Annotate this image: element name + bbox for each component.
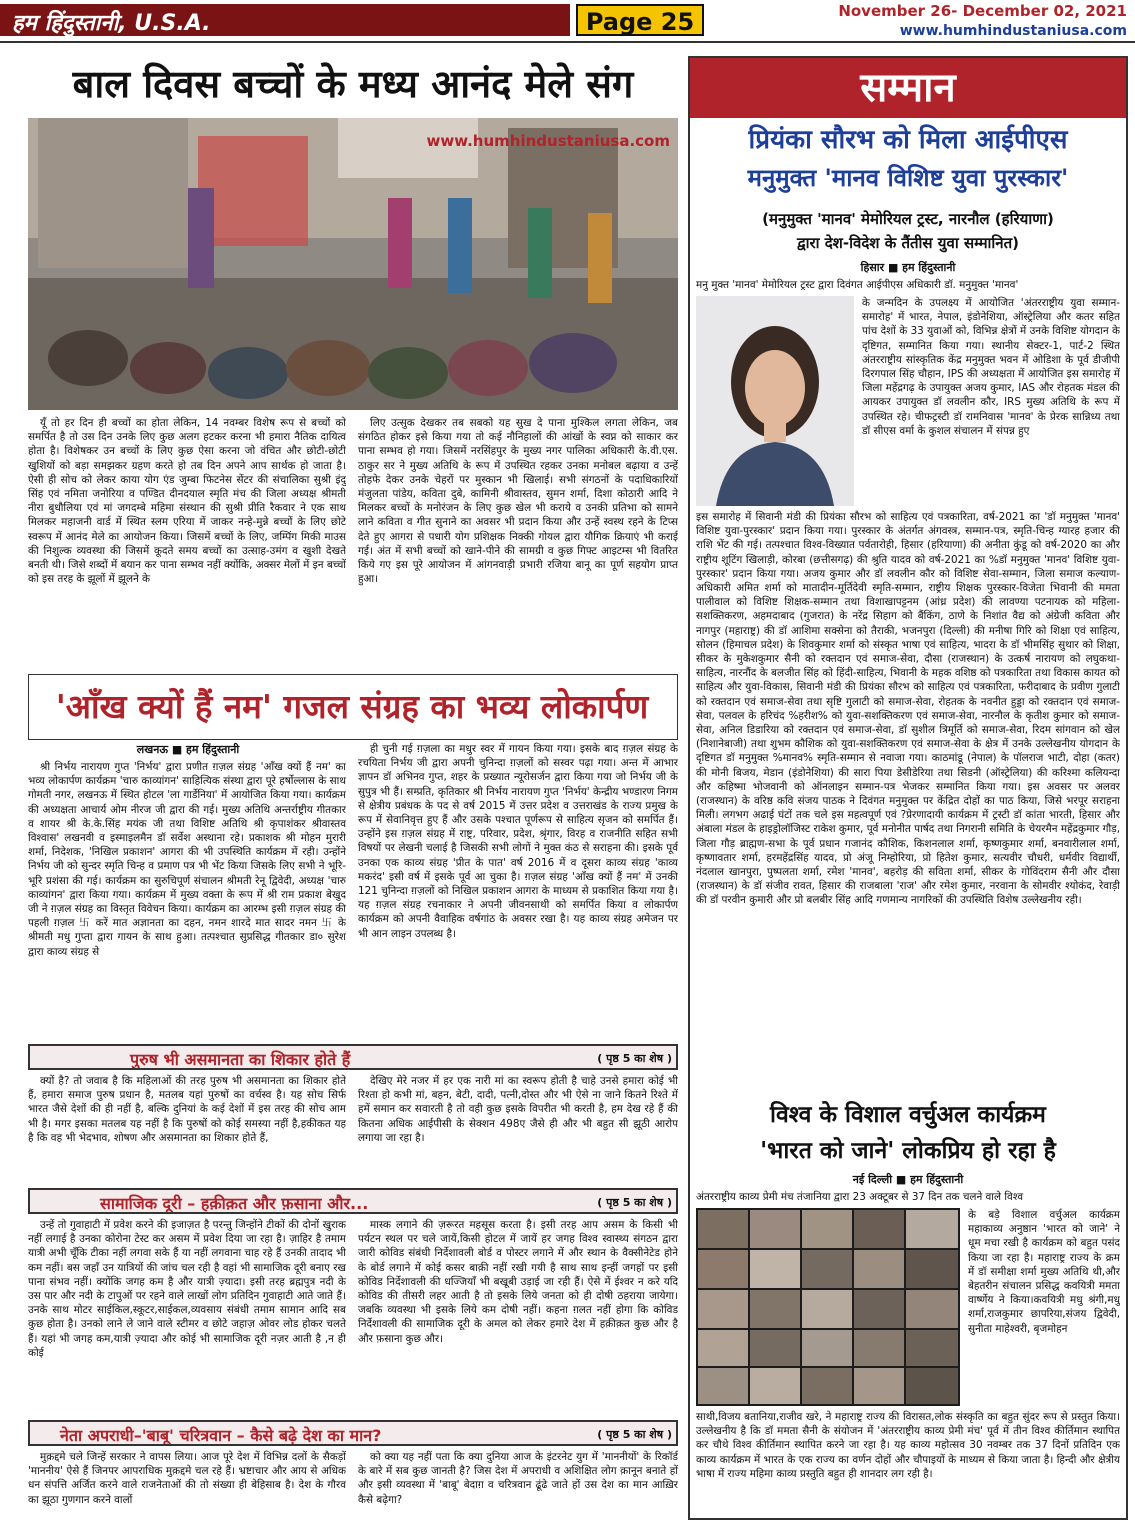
virtual-body-text: साथी,विजय बतानिया,राजीव खरे, ने महाराष्ट्र राज्य की विरासत,लोक संस्कृति का बहुत सुंदर रूप से प्रस्तुत किया। उल्लेखनीय है कि डॉ ममता सैनी के संयोजन में 'अंतरराष्ट्रीय काव्य प्रेमी मंच' पूर्व में तीन विश्व कीर्तिमान स्थापित कर चौथे विश्व कीर्तिमान स्थापित करने जा रहा है। यह काव्य महोत्सव 30 नवम्बर तक 37 दिनों प्रतिदिन एक काव्य कार्यक्रम में भारत के एक राज्य का वर्णन दोहों और चौपाइयों के माध्यम से किया जाता है। हिन्दी और क्षेत्रीय भाषा में राज्य महिमा काव्य प्रस्तुति बहुत ही शानदार लग रही है।	[696, 1411, 1120, 1480]
sammaan-body-text: इस समारोह में सिवानी मंडी की प्रियंका सौरभ को साहित्य एवं पत्रकारिता, वर्ष-2021 का 'डॉ मनुमुक्त 'मानव' विशिष्ट युवा-पुरस्कार' प्रदान किया गया। पुरस्कार के अंतर्गत अंगवस्त्र, सम्मान-पत्र, स्मृति-चिन्ह ग्यारह हजार की राशि भेंट की गई। तत्पश्चात विश्व-विख्यात पर्वतारोही, हिसार (हरियाणा) की अनीता कुंडू को वर्ष-2020 का और राष्ट्रीय शूटिंग खिलाड़ी, कोरबा (छत्तीसगढ़) की श्रुति यादव को वर्ष-2021 का %डॉ मनुमुक्त 'मानव' विशिष्ट युवा-पुरस्कार' प्रदान किया गया। अजय कुमार और डॉ लवलीन कौर को विशिष्ट सेवा-सम्मान, जिला समाज कल्याण-अधिकारी अमित शर्मा को मातादीन-मूर्तिदेवी स्मृति-सम्मान, राष्ट्रीय शिक्षक पुरस्कार-विजेता भिवानी की ममता पालीवाल को विशिष्ट शिक्षक-सम्मान तथा विशाखापट्टनम (आंध्र प्रदेश) की लावण्या पटनायक को महिला-सशक्तिकरण, अहमदाबाद (गुजरात) के नरेंद्र सिहाग को बैंकिंग, ठाणे के निशांत वैद्य को अंग्रेजी कविता और नागपुर (महाराष्ट्र) की डॉ आशिमा सक्सेना को तैराकी, भजनपुरा (दिल्ली) की मनीषा गिरि को शिक्षा एवं साहित्य, सोलन (हिमाचल प्रदेश) के शिवकुमार शर्मा को संस्कृत भाषा एवं साहित्य, भादरा के डॉ भीमसिंह सुथार को शिक्षा, सीकर के मुकेशकुमार सैनी को रक्तदान एवं समाज-सेवा, दौसा (राजस्थान) के उत्कर्ष नारायण को लघुकथा-साहित्य, नारनौंद के बलजीत सिंह को हिंदी-साहित्य, भिवानी के महक वशिष्ठ को पत्रकारिता तथा विकास कायत को साहित्य और युवा-विकास, सिवानी मंडी की प्रियंका सौरभ को साहित्य एवं पत्रकारिता, फरीदाबाद के प्रवीण गुलाटी को रक्तदान एवं समाज-सेवा तथा सृष्टि गुलाटी को समाज-सेवा, रोहतक के नवनीत हुड्डा को रक्तदान एवं समाज-सेवा, पलवल के हरिचंद %हरीश% को युवा-सशक्तिकरण एवं समाज-सेवा, नारनौल के कृतीश कुमार को समाज-सेवा, अनिल डिडारिया को रक्तदान एवं समाज-सेवा, डॉ सुशील त्रिमूर्ति को समाज-सेवा, रिदम सांगवान को खेल (निशानेबाजी) तथा शुभम कौशिक को युवा-सशक्तिकरण एवं समाज-सेवा के क्षेत्र में उनके उल्लेखनीय योगदान के दृष्टिगत डॉ मनुमुक्त %मानव% स्मृति-सम्मान से नवाजा गया। काठमांडू (नेपाल) के पॉलराज भाटी, दोहा (कतर) की मोनी बिजय, मेडान (इंडोनेशिया) की सारा पिया डेसीडेरिया तथा सिडनी (ऑस्ट्रेलिया) की करिश्मा कलियन्दा और कहिष्मा भोजवानी को ऑनलाइन सम्मान-पत्र भेजकर सम्मानित किया गया। इस अवसर पर अलवर (राजस्थान) के वरिष्ठ कवि संजय पाठक ने दिवंगत मनुमुक्त पर केंद्रित दोहों का पाठ किया, जिसे भरपूर सराहना मिली। लगभग अढाई घंटों तक चले इस महत्वपूर्ण एवं ?प्रेरणादायी कार्यक्रम में ट्रस्टी डॉ कांता भारती, हिसार और अंबाला मंडल के हाइड्रोलॉजिस्ट राकेश कुमार, पूर्व मनोनीत पार्षद तथा निगरानी समिति के चेयरमैन महेंद्रकुमार गौड़, जिला गौड़ ब्राह्मण-सभा के पूर्व प्रधान गजानंद कौशिक, किशनलाल शर्मा, कृष्णकुमार शर्मा, बनवारीलाल शर्मा, कृष्णावतार शर्मा, हरमहेंद्रसिंह यादव, प्रो अंजू निम्होरिया, प्रो हितेश कुमार, सत्यवीर चौधरी, धर्मवीर विद्यार्थी, नंदलाल खानपुरा, पुष्पलता शर्मा, रमेश 'मानव', बहरोड़ की सविता शर्मा, सीकर के गोविंदराम सैनी और दौसा (राजस्थान) के डॉ संजीव रावत, हिसार की राजबाला 'राज' और रमेश कुमार, नरवाना के सोमवीर श्योकंद, रेवाड़ी की डॉ परवीन कुमारी और प्रो बलबीर सिंह आदि गणमान्य नागरिकों की उपस्थिति विशेष उल्लेखनीय रही।	[696, 511, 1120, 907]
sammaan-byline: हिसार ■ हम हिंदुस्तानी	[860, 261, 956, 274]
cont3-text-2: को क्या यह नहीं पता कि क्या दुनिया आज के इंटरनेट युग में 'माननीयों' के रिकॉर्ड के बारे में सब कुछ जानती है? जिस देश में अपराधी व अशिक्षित लोग क़ानून बनाते हों और इसी व्यवस्था में 'बाबू' बेदाग़ व चरित्रवान ढूंढे जाते हों उस देश का मान आख़िर कैसे बढ़ेगा?	[358, 1451, 678, 1506]
virtual-intro-text: अंतरराष्ट्रीय काव्य प्रेमी मंच तंजानिया द्वारा 23 अक्टूबर से 37 दिन तक चलने वाले विश्व	[696, 1191, 1024, 1203]
virtual-beside-text: के बड़े विशाल वर्चुअल कार्यक्रम महाकाव्य अनुष्ठान 'भारत को जाने' ने धूम मचा रखी है कार्यक्रम को बहुत पसंद किया जा रहा है। महाराष्ट्र राज्य के क्रम में डॉ समीक्षा शर्मा मुख्य अतिथि थी,और बेहतरीन संचालन प्रसिद्ध कवयित्री ममता वार्ष्णेय ने किया।कवयित्री मधु श्रंगी,मधु शर्मा,राजकुमार छापरिया,संजय द्विवेदी, सुनीता माहेश्वरी, बृजमोहन	[968, 1209, 1120, 1335]
story1-photo	[28, 118, 678, 410]
story1-text-2: लिए उत्सुक देखकर तब सबको यह सुख दे पाना मुश्किल लगता लेकिन, जब संगठित होकर इसे किया गया तो कई नौनिहालों की आंखों के स्वप्न को साकार कर पाना सम्भव हो गया। जिसमें नरसिंहपुर के मुख्य नगर पालिका अधिकारी के.वी.एस. ठाकुर सर ने मुख्य अतिथि के रूप में उपस्थित रहकर उनका मनोबल बढ़ाया व उन्हें तोहफे देकर उनके चेहरों पर मुस्कान भी खिलाई। सभी संगठनों के पदाधिकारियों मंजुलता पांडेय, कविता दुबे, कामिनी श्रीवास्तव, सुमन शर्मा, दिशा कोठारी आदि ने मिलकर बच्चों के मनोरंजन के लिए कुछ खेल भी कराये व उनकी प्रतिभा को सामने लाने कविता व गीत सुनाने का अवसर भी प्रदान किया और उन्हें स्वस्थ रहने के टिप्स देते हुए आगरा से पधारी योग प्रशिक्षक निक्की गोयल द्वारा यौगिक क्रियाएं भी कराई गई। अंत में सभी बच्चों को खाने-पीने की सामग्री व कुछ गिफ्ट आइटम्स भी वितरित किये गए इस पूरे आयोजन में आंगनवाड़ी प्रभारी रजिया बानू का पूर्ण सहयोग प्राप्त हुआ।	[358, 417, 678, 586]
virtual-headline-1: विश्व के विशाल वर्चुअल कार्यक्रम	[770, 1102, 1046, 1128]
cont3-title: नेता अपराधी–'बाबू' चरित्रवान – कैसे बढ़े देश का मान?	[60, 1426, 382, 1445]
page-label: Page 25	[576, 4, 704, 36]
sammaan-column-beside	[862, 296, 1120, 508]
cont2-column-2	[358, 1218, 678, 1414]
paper-name: हम हिंदुस्तानी, U.S.A.	[0, 4, 570, 36]
sammaan-beside-text: के जन्मदिन के उपलक्ष्य में आयोजित 'अंतरराष्ट्रीय युवा सम्मान-समारोह' में भारत, नेपाल, इंडोनेशिया, ऑस्ट्रेलिया और कतर सहित पांच देशों के 33 युवाओं को, विभिन्न क्षेत्रों में उनके विशिष्ट योगदान के दृष्टिगत, सम्मानित किया गया। स्थानीय सेक्टर-1, पार्ट-2 स्थित अंतरराष्ट्रीय सांस्कृतिक केंद्र मनुमुक्त भवन में ओडिशा के पूर्व डीजीपी दिरगपाल सिंह चौहान, IPS की अध्यक्षता में आयोजित इस समारोह में जिला महेंद्रगढ़ के उपायुक्त अजय कुमार, IAS और रोहतक मंडल की आयकर उपायुक्त डॉ लवलीन कौर, IRS मुख्य अतिथि के रूप में उपस्थित रहे। चीफट्रस्टी डॉ रामनिवास 'मानव' के प्रेरक सान्निध्य तथा डॉ सीएस वर्मा के कुशल संचालन में संपन्न हुए	[862, 297, 1120, 437]
story2-headline: 'आँख क्यों हैं नम' गजल संग्रह का भव्य लोकार्पण	[55, 687, 649, 726]
cont2-title-bar	[28, 1188, 678, 1214]
cont2-title: सामाजिक दूरी – हक़ीक़त और फ़साना और...	[100, 1194, 369, 1213]
sammaan-headline-2: मनुमुक्त 'मानव विशिष्ट युवा पुरस्कार'	[747, 164, 1069, 192]
story2-byline: लखनऊ ■ हम हिंदुस्तानी	[136, 743, 240, 756]
photo-watermark: www.humhindustaniusa.com	[426, 132, 670, 150]
cont1-text-2: देखिए मेरे नजर में हर एक नारी मां का स्वरूप होती है चाहे उनसे हमारा कोई भी रिश्ता हो कभी मां, बहन, बेटी, दादी, पत्नी,दोस्त और भी ऐसे ना जाने कितने रिश्ते में हमें समान कर सवारती है तो वही कुछ इसके विपरीत भी करती है, हम देख रहे हैं की कितना अधिक आईपीसी के सेक्शन 498ए जैसे ही और भी बहुत सी झूठी आरोप लगाया जा रहा है।	[358, 1075, 678, 1144]
portrait-photo	[696, 296, 854, 506]
cont2-column-1	[28, 1218, 346, 1414]
cont3-title-bar	[28, 1420, 678, 1446]
cont3-column-2	[358, 1450, 678, 1520]
masthead-rule	[0, 41, 1135, 43]
story1-column-2	[358, 416, 678, 668]
video-grid-image	[696, 1208, 960, 1406]
children-fair-photo	[28, 118, 678, 410]
cont2-text-1: उन्हें तो गुवाहाटी में प्रवेश करने की इजाज़त है परन्तु जिन्होंने टीकों की दोनों खुराक नहीं लगाई है उनका कोरोना टेस्ट कर असम में प्रवेश दिया जा रहा है। ज़ाहिर है तमाम यात्री अभी चूँकि टीका नहीं लगवा सके हैं या नहीं लगवाना चाह रहे हैं उनकी तादाद भी कम नहीं। बस जहाँ उन यात्रियों की जांच चल रही है वहां भी सामाजिक दूरी बनाए रख पाना संभव नहीं। क्योंकि जगह कम है और यात्री ज़्यादा। इसी तरह ब्रह्मपुत्र नदी के उस पार और नदी के टापुओं पर रहने वाले लाखों लोग प्रतिदिन गुवाहाटी आते जाते हैं। उनके साथ मोटर साईकिल,स्कूटर,साईकल,व्यवसाय संबंधी तमाम सामान आदि सब कुछ होता है। उनको लाने ले जाने वाले स्टीमर व छोटे जहाज़ ओवर लोड होकर चलते हैं। यहां भी जगह कम,यात्री ज़्यादा और कोई भी सामाजिक दूरी नज़र आती है ,न ही कोई	[28, 1219, 346, 1359]
cont2-text-2: मास्क लगाने की ज़रूरत महसूस करता है। इसी तरह आप असम के किसी भी पर्यटन स्थल पर चले जायें,किसी होटल में जायें हर जगह विश्व स्वास्थ्य संगठन द्वारा जारी कोविड संबंधी निर्देशावली बोर्ड व पोस्टर लगाने में और स्थान के वैक्सीनेटेड होने के बोर्ड लगाने में कोई कसर बाक़ी नहीं रखी गयी है साथ साथ इन्हीं जगहों पर इसी कोविड निर्देशावली की धज्जियाँ भी बखूबी उड़ाई जा रही हैं। ऐसे में ईश्वर न करे यदि कोविड की तीसरी लहर आती है तो इसके लिये जनता को ही दोषी ठहराया जायेगा। जबकि व्यवस्था भी इसके लिये कम दोषी नहीं। कहना ग़लत नहीं होगा कि कोविड निर्देशावली की सामाजिक दूरी के अमल को लेकर हमारे देश में हक़ीक़त कुछ और है और फ़साना कुछ और।	[358, 1219, 678, 1345]
cont1-title: पुरुष भी असमानता का शिकार होते हैं	[130, 1050, 351, 1069]
cont1-column-2	[358, 1074, 678, 1186]
video-conference-grid	[696, 1208, 960, 1406]
cont1-column-1	[28, 1074, 346, 1186]
virtual-intro	[696, 1190, 1120, 1206]
story1-headline: बाल दिवस बच्चों के मध्य आनंद मेले संग	[72, 62, 634, 106]
cont1-ref: ( पृष्ठ 5 का शेष )	[597, 1052, 672, 1065]
cont3-ref: ( पृष्ठ 5 का शेष )	[597, 1428, 672, 1441]
sammaan-intro	[696, 278, 1120, 294]
story1-column-1	[28, 416, 346, 668]
cont1-text-1: क्यों है? तो जवाब है कि महिलाओं की तरह पुरुष भी असमानता का शिकार होते हैं, हमारा समाज पुरुष प्रधान है, मतलब यहां पुरुषों का वर्चस्व है। यह सोच सिर्फ भारत जैसे देशों की ही नहीं है, बल्कि दुनियां के कई देशों में इस तरह की सोच आम भी है। मगर इसका मतलब यह नहीं है कि पुरुषों को कोई समस्या नहीं है,हकीकत यह है कि वह भी भेदभाव, शोषण और असमानता का शिकार होते हैं,	[28, 1075, 346, 1144]
sammaan-column-body	[696, 510, 1120, 1070]
story1-text-1: यूँ तो हर दिन ही बच्चों का होता लेकिन, 14 नवम्बर विशेष रूप से बच्चों को समर्पित है तो उस दिन उनके लिए कुछ अलग हटकर करना भी हमारा नैतिक दायित्व होता है। विशेषकर उन बच्चों के लिए कुछ ऐसा करना जो वंचित और छोटी-छोटी खुशियों को बड़ा समझकर ग्रहण करते हो तब दिन अपने आप सार्थक हो जाता है। ऐसी ही सोच को लेकर काया योग एंड जुम्बा फिटनेस सेंटर की संचालिका सुश्री इंदु सिंह एवं नमिता जनोरिया व पण्डित दीनदयाल स्मृति मंच की जिला अध्यक्ष श्रीमती नीरा बुधौलिया एवं मां जगदम्बे महिमा संस्थान की सुश्री प्रीति रैकवार ने एक साथ मिलकर महाजनी वार्ड में स्थित स्लम एरिया में जाकर नन्हे-मुन्ने बच्चों के लिए छोटे स्वरूप में आनंद मेले का आयोजन किया। जिसमें बच्चों के लिए, जम्पिंग मिकी माउस की निशुल्क व्यवस्था की जिसमें कूदते समय बच्चों का उत्साह-उमंग व खुशी देखते बनती थी। जिसे शब्दों में बयान कर पाना सम्भव नहीं क्योंकि, अक्सर मेलों में इन बच्चों को इस तरह के झूलों में झूलने के	[28, 417, 346, 586]
masthead	[0, 0, 1135, 44]
story2-column-1	[28, 760, 346, 1040]
sammaan-intro-text: मनु मुक्त 'मानव' मेमोरियल ट्रस्ट द्वारा दिवंगत आईपीएस अधिकारी डॉ. मनुमुक्त 'मानव'	[696, 279, 1019, 291]
cont1-title-bar	[28, 1044, 678, 1070]
virtual-column-body	[696, 1410, 1120, 1514]
cont3-column-1	[28, 1450, 346, 1520]
sammaan-subhead-2: द्वारा देश-विदेश के तैंतीस युवा सम्मानित)	[796, 234, 1020, 252]
virtual-headline-2: 'भारत को जाने' लोकप्रिय हो रहा है	[760, 1138, 1056, 1164]
story2-text-1: श्री निर्भय नारायण गुप्त 'निर्भय' द्वारा प्रणीत ग़ज़ल संग्रह 'आँख क्यों हैं नम' का भव्य लोकार्पण कार्यक्रम 'चारु काव्यांगन' साहित्यिक संस्था द्वारा पूरे हर्षोल्लास के साथ गोमती नगर, लखनऊ में स्थित होटल 'ला गार्डेनिया' में आयोजित किया गया। कार्यक्रम की अध्यक्षता आचार्य ओम नीरज जी द्वारा की गई। मुख्य अतिथि अन्तर्राष्ट्रीय गीतकार व शायर श्री के.के.सिंह मयंक जी तथा विशिष्ट अतिथि श्री कृपाशंकर श्रीवास्तव विश्वास' लखनवी व इस्माइलमैन डॉ सर्वेश अस्थाना रहे। प्रकाशक श्री मोहन मुरारी शर्मा, निदेशक, 'निखिल प्रकाशन' आगरा की भी उपस्थिति कार्यक्रम में रही। उन्होंने निर्भय जी को सुन्दर स्मृति चिन्ह व प्रमाण पत्र भी भेंट किया जिसके लिए सभी ने भूरि-भूरि प्रशंसा की गई। कार्यक्रम का सुरुचिपूर्ण संचालन श्रीमती रेनू द्विवेदी, अध्यक्ष 'चारु काव्यांगन' द्वारा किया गया। कार्यक्रम में मुख्य वक्ता के रूप में श्री राम प्रकाश बेखुद जी ने ग़ज़ल संग्रह का विस्तृत विवेचन किया। कार्यक्रम का आरम्भ इसी ग़ज़ल संग्रह की पहली ग़ज़ल 卐 करें मात अज्ञानता का दहन, नमन शारदे मात सादर नमन 卐 के श्रीमती मधु गुप्ता द्वारा गायन के साथ हुआ। तत्पश्चात सुप्रसिद्ध गीतकार डा० सुरेश द्वारा काव्य संग्रह से	[28, 761, 346, 958]
sammaan-banner: सम्मान	[690, 58, 1126, 118]
sammaan-headline-1: प्रियंका सौरभ को मिला आईपीएस	[748, 125, 1068, 155]
cont3-text-1: मुक़द्दमे चले जिन्हें सरकार ने वापस लिया। आज पूरे देश में विभिन्न दलों के सैकड़ों 'माननीय' ऐसे हैं जिनपर आपराधिक मुक़द्दमे चल रहे हैं। भ्रष्टाचार और आय से अधिक धन संपत्ति अर्जित करने वाले राजनेताओं की तो संख्या ही बेहिसाब है। देश के गौरव का झूठा गुणगान करने वालों	[28, 1451, 346, 1506]
story2-column-2	[358, 742, 678, 1040]
sammaan-portrait	[696, 296, 854, 506]
virtual-column-beside	[968, 1208, 1120, 1408]
story2-text-2: ही चुनी गई ग़ज़ला का मधुर स्वर में गायन किया गया। इसके बाद ग़ज़ल संग्रह के रचयिता निर्भय जी द्वारा अपनी चुनिन्दा ग़ज़लों को सस्वर पढ़ा गया। अन्त में आभार ज्ञापन डॉ अभिनव गुप्त, शहर के प्रख्यात न्यूरोसर्जन द्वारा किया गया जो निर्भय जी के सुपुत्र भी हैं। सम्प्रति, कृतिकार श्री निर्भय नारायण गुप्त 'निर्भय' केन्द्रीय भण्डारण निगम से क्षेत्रीय प्रबंधक के पद से वर्ष 2015 में उत्तर प्रदेश व उत्तराखंड के राज्य प्रमुख के रूप में सेवानिवृत्त हुए हैं और उसके पश्चात पूर्णरूप से साहित्य सृजन को समर्पित हैं। उन्होंने इस ग़ज़ल संग्रह में राष्ट्र, परिवार, प्रदेश, श्रृंगार, विरह व राजनीति सहित सभी विषयों पर लेखनी चलाई है जिसकी सभी लोगों ने मुक्त कंठ से सराहना की। इसके पूर्व उनका एक काव्य संग्रह 'प्रीत के पात' वर्ष 2016 में व दूसरा काव्य संग्रह 'काव्य मकरंद' इसी वर्ष में इसके पूर्व आ चुका है। ग़ज़ल संग्रह 'आँख क्यों हैं नम' में उनकी 121 चुनिन्दा ग़ज़लों को निखिल प्रकाशन आगरा के माध्यम से प्रकाशित किया गया है। यह ग़ज़ल संग्रह रचनाकार ने अपनी जीवनसाथी को समर्पित किया व लोकार्पण कार्यक्रम को अपनी वैवाहिक वर्षगांठ के अवसर रखा है। यह काव्य संग्रह अमेजन पर भी आन लाइन उपलब्ध है।	[358, 743, 678, 940]
sammaan-subhead-1: (मनुमुक्त 'मानव' मेमोरियल ट्रस्ट, नारनौल (हरियाणा)	[762, 210, 1054, 228]
issue-dates: November 26- December 02, 2021	[838, 2, 1127, 20]
website-link[interactable]: www.humhindustaniusa.com	[899, 23, 1127, 39]
cont2-ref: ( पृष्ठ 5 का शेष )	[597, 1196, 672, 1209]
virtual-byline: नई दिल्ली ■ हम हिंदुस्तानी	[852, 1173, 964, 1186]
story2-headline-box	[28, 674, 678, 740]
